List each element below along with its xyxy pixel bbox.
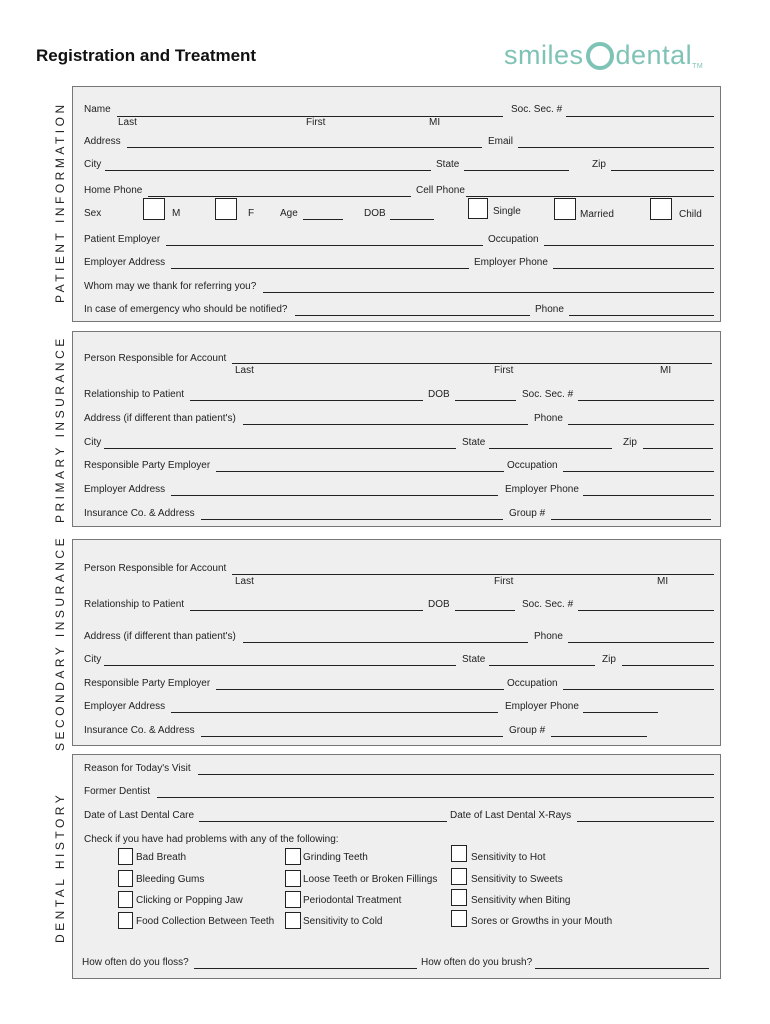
secondary-party-employer-field[interactable] <box>216 689 504 690</box>
primary-dob-field[interactable] <box>455 400 516 401</box>
child-checkbox[interactable] <box>650 198 672 220</box>
primary-last-caption: Last <box>235 365 254 376</box>
secondary-occupation-field[interactable] <box>563 689 714 690</box>
periodontal-label: Periodontal Treatment <box>303 895 402 906</box>
secondary-phone-label: Phone <box>534 631 563 642</box>
name-first-caption: First <box>306 117 326 128</box>
logo-trademark: TM <box>692 63 704 70</box>
employer-phone-label: Employer Phone <box>474 257 548 268</box>
secondary-city-label: City <box>84 654 102 665</box>
primary-employer-phone-field[interactable] <box>583 495 714 496</box>
secondary-group-field[interactable] <box>551 736 647 737</box>
secondary-group-label: Group # <box>509 725 546 736</box>
logo-text-left: smiles <box>504 40 584 70</box>
secondary-ssn-label: Soc. Sec. # <box>522 599 574 610</box>
married-checkbox[interactable] <box>554 198 576 220</box>
secondary-ssn-field[interactable] <box>578 610 714 611</box>
secondary-insurance-label: Insurance Co. & Address <box>84 725 195 736</box>
primary-state-field[interactable] <box>489 448 612 449</box>
emergency-contact-label: In case of emergency who should be notified? <box>84 304 288 315</box>
reason-label: Reason for Today's Visit <box>84 763 191 774</box>
sensitivity-hot-label: Sensitivity to Hot <box>471 852 546 863</box>
clicking-jaw-label: Clicking or Popping Jaw <box>136 895 243 906</box>
bleeding-gums-checkbox[interactable] <box>118 870 133 887</box>
patient-employer-field[interactable] <box>166 245 483 246</box>
sex-f-checkbox[interactable] <box>215 198 237 220</box>
secondary-mi-caption: MI <box>657 576 669 587</box>
zip-label: Zip <box>592 159 606 170</box>
section-label-primary: PRIMARY INSURANCE <box>53 335 67 523</box>
name-last-caption: Last <box>118 117 137 128</box>
occupation-field[interactable] <box>544 245 714 246</box>
employer-phone-field[interactable] <box>553 268 714 269</box>
cell-phone-label: Cell Phone <box>416 185 465 196</box>
sex-f-label: F <box>248 208 255 219</box>
food-collection-checkbox[interactable] <box>118 912 133 929</box>
secondary-zip-field[interactable] <box>622 665 714 666</box>
primary-party-employer-field[interactable] <box>216 471 504 472</box>
sores-growths-checkbox[interactable] <box>451 910 467 927</box>
primary-mi-caption: MI <box>660 365 672 376</box>
clicking-jaw-checkbox[interactable] <box>118 891 133 908</box>
address-label: Address <box>84 136 121 147</box>
primary-zip-field[interactable] <box>643 448 713 449</box>
dob-field[interactable] <box>390 219 434 220</box>
emergency-phone-label: Phone <box>535 304 564 315</box>
last-xray-field[interactable] <box>577 821 714 822</box>
referral-field[interactable] <box>263 292 714 293</box>
cell-phone-field[interactable] <box>466 196 714 197</box>
food-collection-label: Food Collection Between Teeth <box>136 916 275 927</box>
primary-insurance-field[interactable] <box>201 519 503 520</box>
primary-address-label: Address (if different than patient's) <box>84 413 236 424</box>
loose-teeth-label: Loose Teeth or Broken Fillings <box>303 874 438 885</box>
primary-ssn-field[interactable] <box>578 400 714 401</box>
primary-phone-label: Phone <box>534 413 563 424</box>
sex-m-label: M <box>172 208 181 219</box>
primary-employer-phone-label: Employer Phone <box>505 484 579 495</box>
patient-employer-label: Patient Employer <box>84 234 161 245</box>
secondary-zip-label: Zip <box>602 654 616 665</box>
sensitivity-biting-label: Sensitivity when Biting <box>471 895 571 906</box>
city-field[interactable] <box>105 170 431 171</box>
referral-label: Whom may we thank for referring you? <box>84 281 257 292</box>
sex-label: Sex <box>84 208 102 219</box>
secondary-responsible-field[interactable] <box>232 574 714 575</box>
single-label: Single <box>493 206 521 217</box>
primary-employer-address-field[interactable] <box>171 495 498 496</box>
primary-dob-label: DOB <box>428 389 450 400</box>
bad-breath-label: Bad Breath <box>136 852 187 863</box>
secondary-employer-phone-label: Employer Phone <box>505 701 579 712</box>
grinding-teeth-checkbox[interactable] <box>285 848 301 865</box>
primary-responsible-field[interactable] <box>232 363 712 364</box>
primary-insurance-label: Insurance Co. & Address <box>84 508 195 519</box>
primary-state-label: State <box>462 437 486 448</box>
secondary-insurance-field[interactable] <box>201 736 503 737</box>
primary-ssn-label: Soc. Sec. # <box>522 389 574 400</box>
smiles-dental-logo <box>504 40 703 71</box>
primary-relationship-field[interactable] <box>190 400 423 401</box>
child-label: Child <box>679 209 702 220</box>
secondary-employer-address-label: Employer Address <box>84 701 166 712</box>
age-label: Age <box>280 208 298 219</box>
employer-address-label: Employer Address <box>84 257 166 268</box>
floss-label: How often do you floss? <box>82 957 189 968</box>
last-xray-label: Date of Last Dental X-Rays <box>450 810 572 821</box>
home-phone-field[interactable] <box>148 196 411 197</box>
home-phone-label: Home Phone <box>84 185 143 196</box>
primary-occupation-field[interactable] <box>563 471 714 472</box>
occupation-label: Occupation <box>488 234 539 245</box>
secondary-relationship-field[interactable] <box>190 610 423 611</box>
city-label: City <box>84 159 102 170</box>
last-care-field[interactable] <box>199 821 447 822</box>
secondary-phone-field[interactable] <box>568 642 714 643</box>
secondary-relationship-label: Relationship to Patient <box>84 599 185 610</box>
section-label-dental: DENTAL HISTORY <box>53 791 67 943</box>
name-mi-caption: MI <box>429 117 441 128</box>
sensitivity-cold-label: Sensitivity to Cold <box>303 916 383 927</box>
brush-label: How often do you brush? <box>421 957 533 968</box>
secondary-dob-field[interactable] <box>455 610 515 611</box>
floss-field[interactable] <box>194 968 417 969</box>
ssn-field[interactable] <box>566 116 714 117</box>
primary-group-field[interactable] <box>551 519 711 520</box>
employer-address-field[interactable] <box>171 268 469 269</box>
dob-label: DOB <box>364 208 386 219</box>
primary-group-label: Group # <box>509 508 546 519</box>
secondary-state-field[interactable] <box>489 665 595 666</box>
secondary-responsible-label: Person Responsible for Account <box>84 563 227 574</box>
primary-responsible-label: Person Responsible for Account <box>84 353 227 364</box>
primary-city-field[interactable] <box>104 448 456 449</box>
brush-field[interactable] <box>535 968 709 969</box>
secondary-dob-label: DOB <box>428 599 450 610</box>
zip-field[interactable] <box>611 170 714 171</box>
former-dentist-field[interactable] <box>157 797 714 798</box>
reason-field[interactable] <box>198 774 714 775</box>
married-label: Married <box>580 209 614 220</box>
primary-address-field[interactable] <box>243 424 528 425</box>
dental-history-panel <box>72 754 721 979</box>
sores-growths-label: Sores or Growths in your Mouth <box>471 916 613 927</box>
email-label: Email <box>488 136 514 147</box>
primary-city-label: City <box>84 437 102 448</box>
state-label: State <box>436 159 460 170</box>
section-label-patient: PATIENT INFORMATION <box>53 101 67 303</box>
secondary-employer-phone-field[interactable] <box>583 712 658 713</box>
bleeding-gums-label: Bleeding Gums <box>136 874 205 885</box>
single-checkbox[interactable] <box>468 198 488 219</box>
page-title: Registration and Treatment <box>36 46 257 65</box>
state-field[interactable] <box>464 170 569 171</box>
primary-first-caption: First <box>494 365 514 376</box>
name-label: Name <box>84 104 111 115</box>
last-care-label: Date of Last Dental Care <box>84 810 195 821</box>
primary-occupation-label: Occupation <box>507 460 558 471</box>
primary-party-employer-label: Responsible Party Employer <box>84 460 211 471</box>
section-label-secondary: SECONDARY INSURANCE <box>53 534 67 752</box>
secondary-address-field[interactable] <box>243 642 528 643</box>
secondary-first-caption: First <box>494 576 514 587</box>
ssn-label: Soc. Sec. # <box>511 104 563 115</box>
sensitivity-sweets-label: Sensitivity to Sweets <box>471 874 563 885</box>
sensitivity-sweets-checkbox[interactable] <box>451 868 467 885</box>
address-field[interactable] <box>127 147 482 148</box>
former-dentist-label: Former Dentist <box>84 786 151 797</box>
age-field[interactable] <box>303 219 343 220</box>
secondary-last-caption: Last <box>235 576 254 587</box>
sex-m-checkbox[interactable] <box>143 198 165 220</box>
logo-text-right: dental <box>615 40 693 70</box>
primary-phone-field[interactable] <box>568 424 714 425</box>
secondary-state-label: State <box>462 654 486 665</box>
secondary-party-employer-label: Responsible Party Employer <box>84 678 211 689</box>
sensitivity-hot-checkbox[interactable] <box>451 845 467 862</box>
secondary-occupation-label: Occupation <box>507 678 558 689</box>
email-field[interactable] <box>518 147 714 148</box>
periodontal-checkbox[interactable] <box>285 891 301 908</box>
primary-employer-address-label: Employer Address <box>84 484 166 495</box>
problems-instruction: Check if you have had problems with any of the following: <box>84 834 339 845</box>
primary-zip-label: Zip <box>623 437 637 448</box>
emergency-phone-field[interactable] <box>569 315 714 316</box>
logo-circle-icon <box>586 42 614 70</box>
grinding-teeth-label: Grinding Teeth <box>303 852 368 863</box>
loose-teeth-checkbox[interactable] <box>285 870 301 887</box>
bad-breath-checkbox[interactable] <box>118 848 133 865</box>
secondary-city-field[interactable] <box>104 665 456 666</box>
secondary-employer-address-field[interactable] <box>171 712 498 713</box>
sensitivity-cold-checkbox[interactable] <box>285 912 301 929</box>
emergency-contact-field[interactable] <box>295 315 530 316</box>
sensitivity-biting-checkbox[interactable] <box>451 889 467 906</box>
primary-relationship-label: Relationship to Patient <box>84 389 185 400</box>
secondary-address-label: Address (if different than patient's) <box>84 631 236 642</box>
